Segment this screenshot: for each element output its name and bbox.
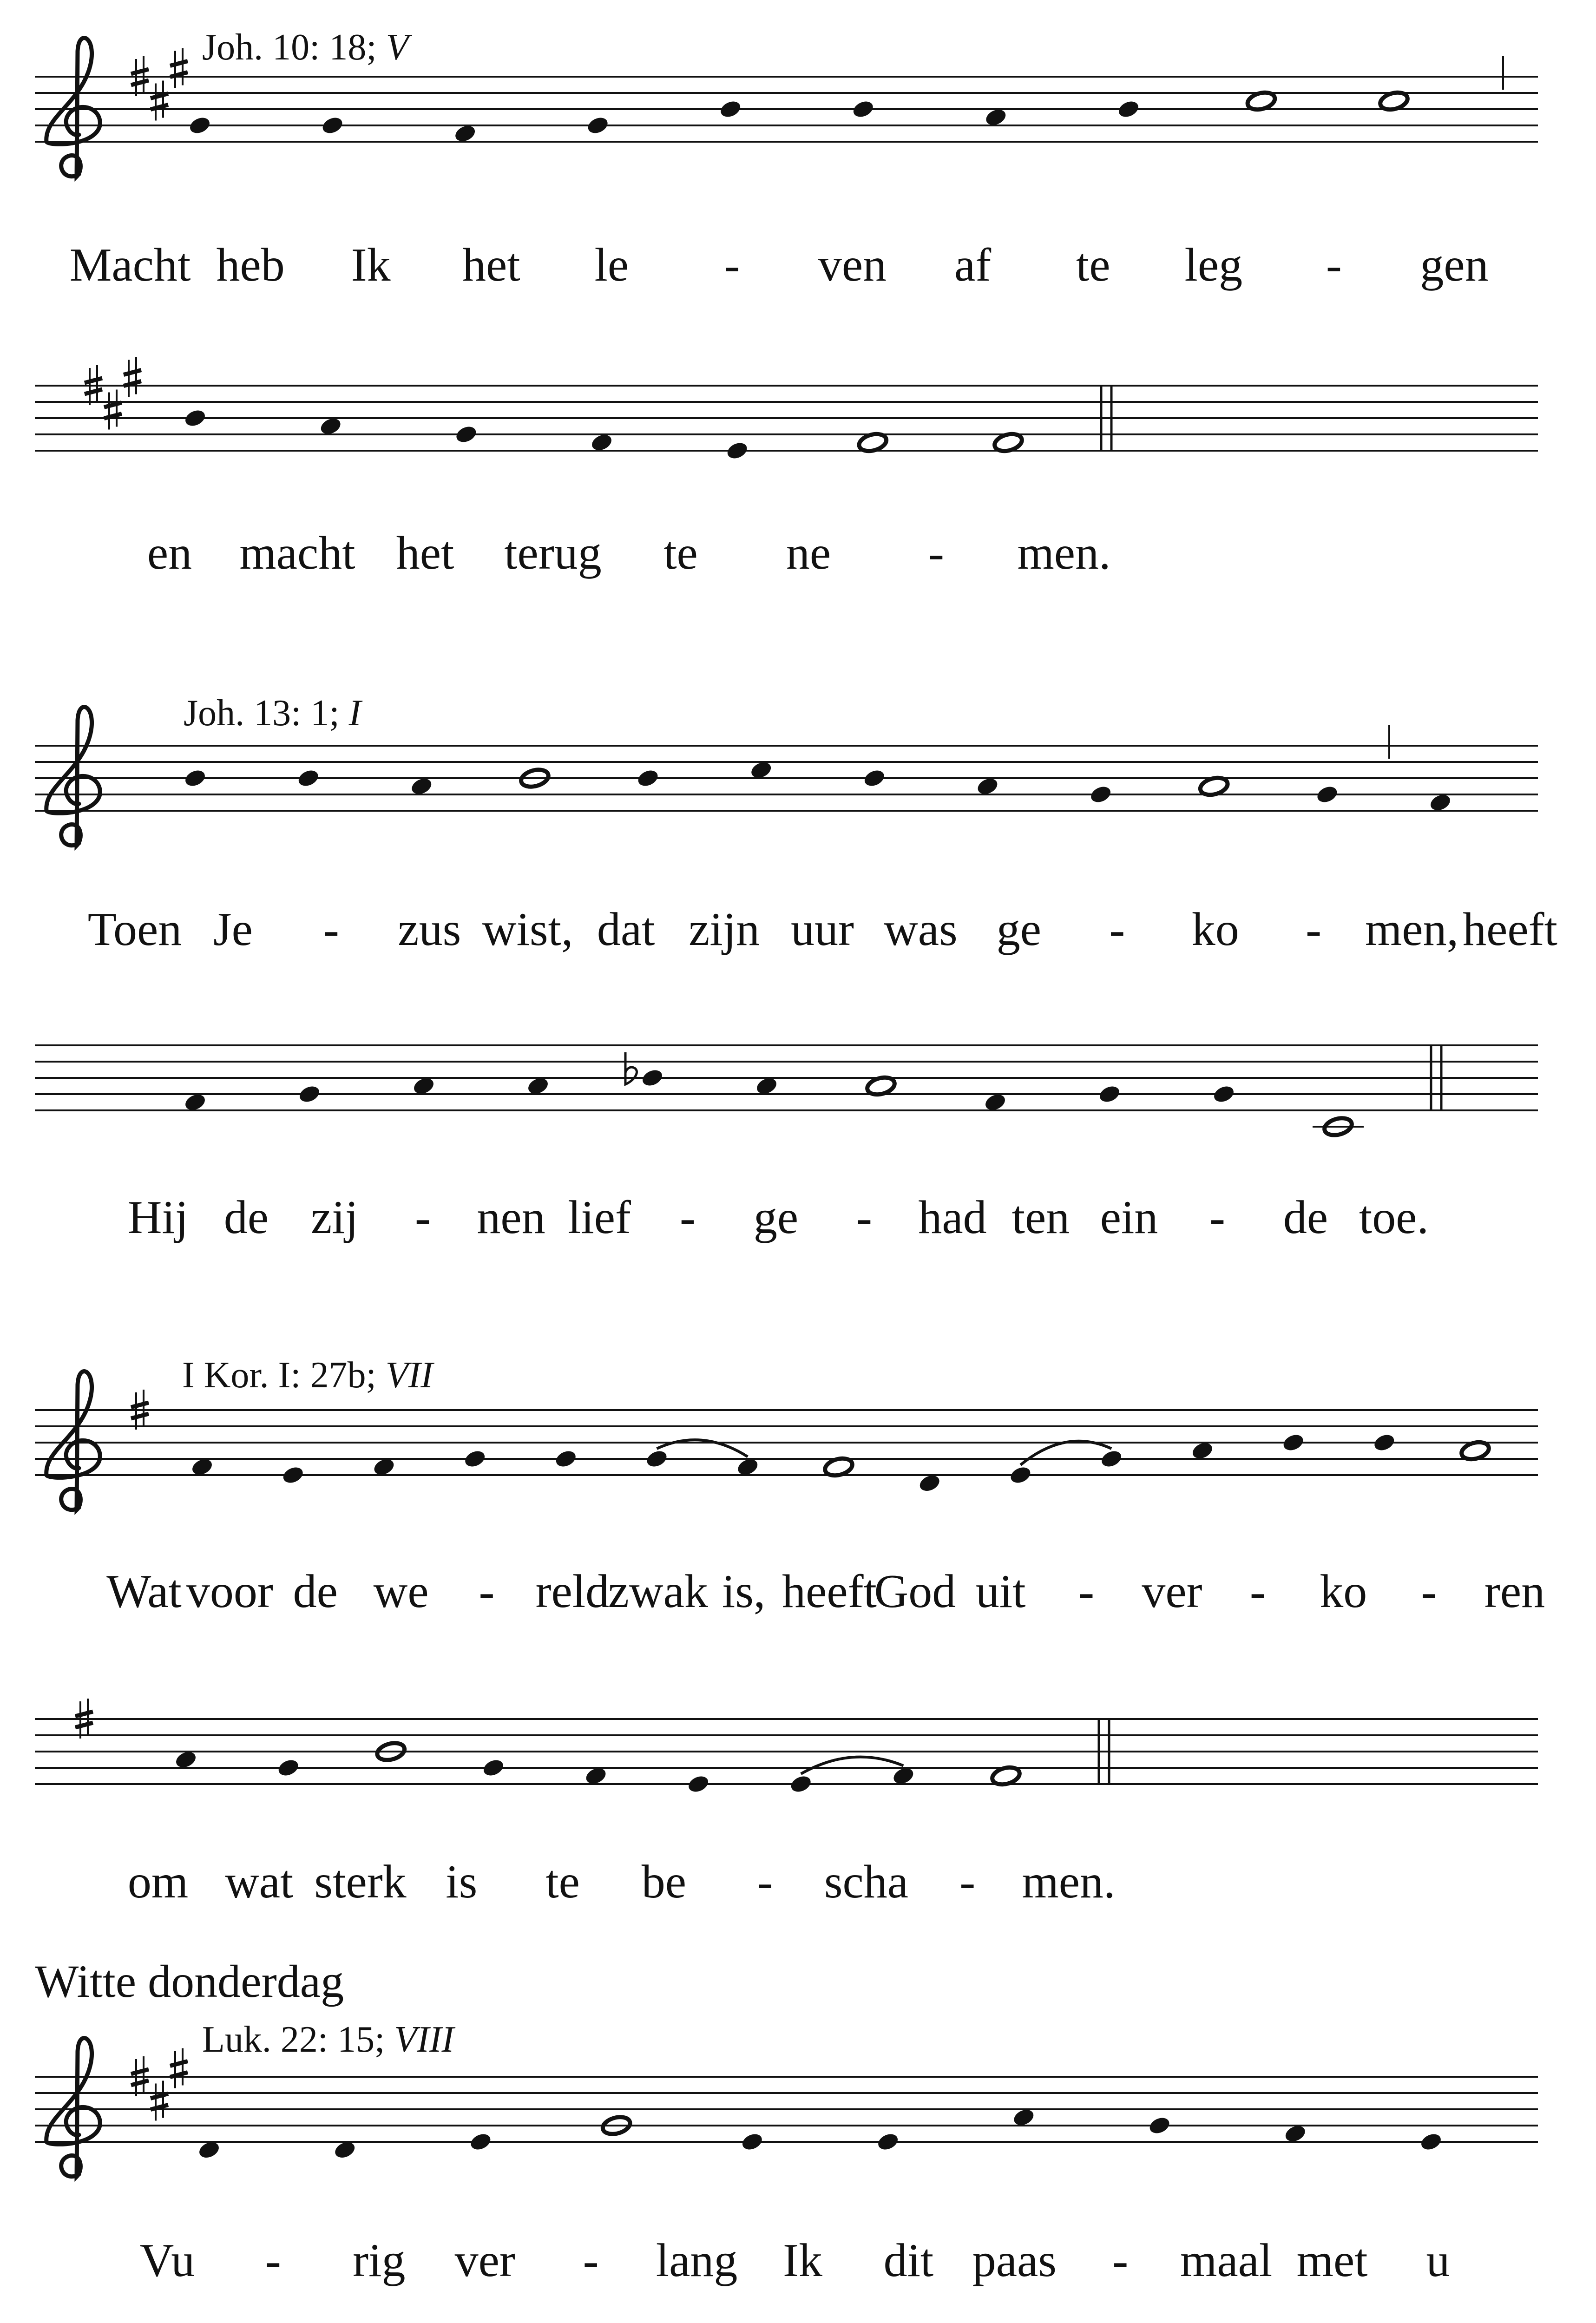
- lyric-hyphen: -: [1306, 903, 1322, 956]
- sharp-sign-icon: [151, 2094, 168, 2099]
- lyric-syllable: Ik: [351, 239, 391, 291]
- treble-clef-icon: [46, 1371, 100, 1510]
- sharp-sign-icon: [131, 1403, 149, 1407]
- treble-clef-icon: [46, 2038, 100, 2177]
- note-head: [1419, 2131, 1444, 2152]
- lyric-syllable: zijn: [689, 903, 760, 956]
- lyric-syllable: ko: [1191, 903, 1239, 956]
- sharp-sign-icon: [131, 1414, 149, 1418]
- lyric-syllable: ge: [996, 903, 1041, 956]
- lyric-syllable: ren: [1484, 1565, 1545, 1618]
- lyric-syllable: Macht: [69, 239, 191, 291]
- lyric-hyphen: -: [1209, 1191, 1225, 1244]
- lyric-syllable: men.: [1022, 1856, 1116, 1908]
- note-head: [876, 2131, 900, 2152]
- slur: [801, 1757, 904, 1774]
- lyric-syllable: men,: [1365, 903, 1459, 956]
- lyric-syllable: scha: [824, 1856, 909, 1908]
- lyric-syllable: was: [884, 903, 958, 956]
- lyric-syllable: lief: [568, 1191, 631, 1244]
- sharp-sign-icon: [104, 403, 122, 407]
- reference-text: Luk. 22: 15;: [202, 2019, 385, 2060]
- lyric-syllable: reld: [535, 1565, 610, 1618]
- note-head: [468, 2131, 493, 2152]
- reference-label: [202, 29, 408, 66]
- sharp-sign-icon: [75, 1723, 93, 1727]
- sharp-sign-icon: [85, 389, 102, 394]
- lyric-syllable: ten: [1011, 1191, 1070, 1244]
- sharp-sign-icon: [170, 2061, 188, 2066]
- note-head: [276, 1757, 301, 1778]
- lyric-syllable: is,: [722, 1565, 766, 1618]
- reference-label: [184, 695, 361, 732]
- note-head: [1097, 1083, 1122, 1105]
- note-head: [1117, 98, 1141, 120]
- lyric-syllable: terug: [504, 527, 602, 579]
- note-head: [481, 1757, 506, 1778]
- mode-numeral: V: [386, 27, 409, 68]
- lyric-syllable: uit: [975, 1565, 1026, 1618]
- lyric-syllable: we: [373, 1565, 429, 1618]
- note-head: [1099, 1448, 1124, 1470]
- sharp-sign-icon: [131, 2069, 149, 2074]
- reference-text: Joh. 13: 1;: [184, 693, 340, 734]
- lyric-syllable: ein: [1100, 1191, 1158, 1244]
- lyric-syllable: en: [147, 527, 192, 579]
- note-head: [862, 768, 887, 789]
- note-head: [1372, 1432, 1397, 1453]
- lyric-syllable: leg: [1184, 239, 1243, 291]
- lyric-syllable: ko: [1320, 1565, 1367, 1618]
- sharp-sign-icon: [75, 1712, 93, 1716]
- lyric-syllable: le: [594, 239, 629, 291]
- lyric-syllable: het: [462, 239, 520, 291]
- note-head: [1147, 2115, 1172, 2136]
- lyric-syllable: te: [1076, 239, 1110, 291]
- note-head: [320, 115, 345, 136]
- lyric-syllable: de: [223, 1191, 269, 1244]
- lyric-syllable: om: [127, 1856, 189, 1908]
- lyric-syllable: Toen: [87, 903, 182, 956]
- lyric-syllable: gen: [1420, 239, 1489, 291]
- lyric-hyphen: -: [1249, 1565, 1266, 1618]
- note-head: [188, 115, 212, 136]
- lyric-hyphen: -: [724, 239, 740, 291]
- note-head: [296, 768, 321, 789]
- treble-clef-icon: [46, 38, 100, 177]
- lyric-hyphen: -: [1109, 903, 1125, 956]
- note-head: [1089, 784, 1113, 805]
- lyric-syllable: rig: [353, 2234, 406, 2287]
- note-head: [183, 407, 208, 429]
- reference-label: [202, 2021, 454, 2058]
- lyric-syllable: wat: [225, 1856, 294, 1908]
- lyric-syllable: ver: [1142, 1565, 1202, 1618]
- lyric-syllable: uur: [791, 903, 854, 956]
- reference-text: Joh. 10: 18;: [202, 27, 377, 68]
- lyric-hyphen: -: [680, 1191, 696, 1244]
- lyric-syllable: heeft: [1463, 903, 1557, 956]
- note-head: [1008, 1464, 1033, 1486]
- lyric-syllable: Vu: [139, 2234, 195, 2287]
- sharp-sign-icon: [124, 370, 141, 375]
- sharp-sign-icon: [170, 61, 188, 66]
- lyric-syllable: be: [641, 1856, 687, 1908]
- lyric-syllable: de: [1283, 1191, 1328, 1244]
- mode-numeral: VIII: [394, 2019, 454, 2060]
- note-head: [1315, 784, 1340, 805]
- lyric-hyphen: -: [415, 1191, 431, 1244]
- lyric-hyphen: -: [583, 2234, 599, 2287]
- flat-sign-icon: [625, 1052, 637, 1084]
- note-head: [183, 768, 208, 789]
- note-head: [554, 1448, 578, 1470]
- lyric-hyphen: -: [1112, 2234, 1129, 2287]
- lyric-syllable: paas: [972, 2234, 1057, 2287]
- sharp-sign-icon: [151, 94, 168, 98]
- lyric-hyphen: -: [265, 2234, 281, 2287]
- lyric-syllable: het: [396, 527, 454, 579]
- note-head: [640, 1067, 665, 1089]
- note-head: [454, 424, 479, 445]
- mode-numeral: I: [348, 693, 361, 734]
- lyric-syllable: nen: [477, 1191, 545, 1244]
- note-head: [740, 2131, 765, 2152]
- lyric-syllable: Ik: [783, 2234, 822, 2287]
- note-head: [463, 1448, 487, 1470]
- sharp-sign-icon: [131, 69, 149, 74]
- lyric-syllable: ven: [818, 239, 887, 291]
- note-head: [636, 768, 660, 789]
- sharp-sign-icon: [131, 2080, 149, 2085]
- lyric-syllable: dat: [597, 903, 655, 956]
- lyric-syllable: zij: [311, 1191, 358, 1244]
- lyric-syllable: toe.: [1359, 1191, 1429, 1244]
- lyric-syllable: voor: [186, 1565, 273, 1618]
- note-head: [851, 98, 875, 120]
- lyric-hyphen: -: [928, 527, 944, 579]
- note-head: [1281, 1432, 1306, 1453]
- note-head: [788, 1773, 813, 1795]
- lyric-syllable: Wat: [106, 1565, 182, 1618]
- lyric-syllable: zus: [398, 903, 461, 956]
- lyric-syllable: ge: [753, 1191, 799, 1244]
- note-head: [297, 1083, 322, 1105]
- lyric-syllable: zwak: [608, 1565, 708, 1618]
- reference-label: [182, 1357, 433, 1394]
- lyric-syllable: lang: [656, 2234, 738, 2287]
- lyric-syllable: ver: [454, 2234, 515, 2287]
- lyric-syllable: met: [1296, 2234, 1368, 2287]
- lyric-syllable: heb: [216, 239, 285, 291]
- note-head: [644, 1448, 669, 1470]
- mode-numeral: VII: [385, 1355, 433, 1396]
- lyric-hyphen: -: [479, 1565, 495, 1618]
- lyric-syllable: te: [663, 527, 698, 579]
- lyric-hyphen: -: [1078, 1565, 1095, 1618]
- lyric-syllable: is: [446, 1856, 478, 1908]
- lyric-syllable: af: [954, 239, 992, 291]
- slur: [1020, 1441, 1111, 1465]
- lyric-syllable: de: [293, 1565, 338, 1618]
- treble-clef-icon: [46, 707, 100, 846]
- note-head: [718, 98, 743, 120]
- lyric-syllable: wist,: [482, 903, 573, 956]
- sharp-sign-icon: [85, 378, 102, 383]
- lyric-hyphen: -: [757, 1856, 773, 1908]
- lyric-hyphen: -: [856, 1191, 872, 1244]
- sharp-sign-icon: [131, 80, 149, 85]
- lyric-syllable: Hij: [127, 1191, 189, 1244]
- note-head: [1212, 1083, 1236, 1105]
- lyric-syllable: ne: [786, 527, 831, 579]
- lyric-syllable: men.: [1017, 527, 1111, 579]
- lyric-syllable: u: [1426, 2234, 1450, 2287]
- note-head: [281, 1464, 305, 1486]
- lyric-syllable: heeft: [782, 1565, 877, 1618]
- lyric-syllable: had: [918, 1191, 987, 1244]
- lyric-syllable: dit: [883, 2234, 934, 2287]
- lyric-hyphen: -: [1421, 1565, 1437, 1618]
- lyric-syllable: macht: [239, 527, 355, 579]
- lyric-syllable: Je: [213, 903, 253, 956]
- section-heading: Witte donderdag: [35, 1956, 344, 2007]
- lyric-syllable: maal: [1180, 2234, 1273, 2287]
- note-head: [585, 115, 610, 136]
- lyric-hyphen: -: [323, 903, 339, 956]
- lyric-syllable: te: [545, 1856, 580, 1908]
- note-head: [725, 440, 749, 461]
- lyric-syllable: God: [874, 1565, 956, 1618]
- lyric-hyphen: -: [959, 1856, 976, 1908]
- note-head: [686, 1773, 711, 1795]
- lyric-hyphen: -: [1326, 239, 1342, 291]
- reference-text: I Kor. I: 27b;: [182, 1355, 376, 1396]
- lyric-syllable: sterk: [314, 1856, 407, 1908]
